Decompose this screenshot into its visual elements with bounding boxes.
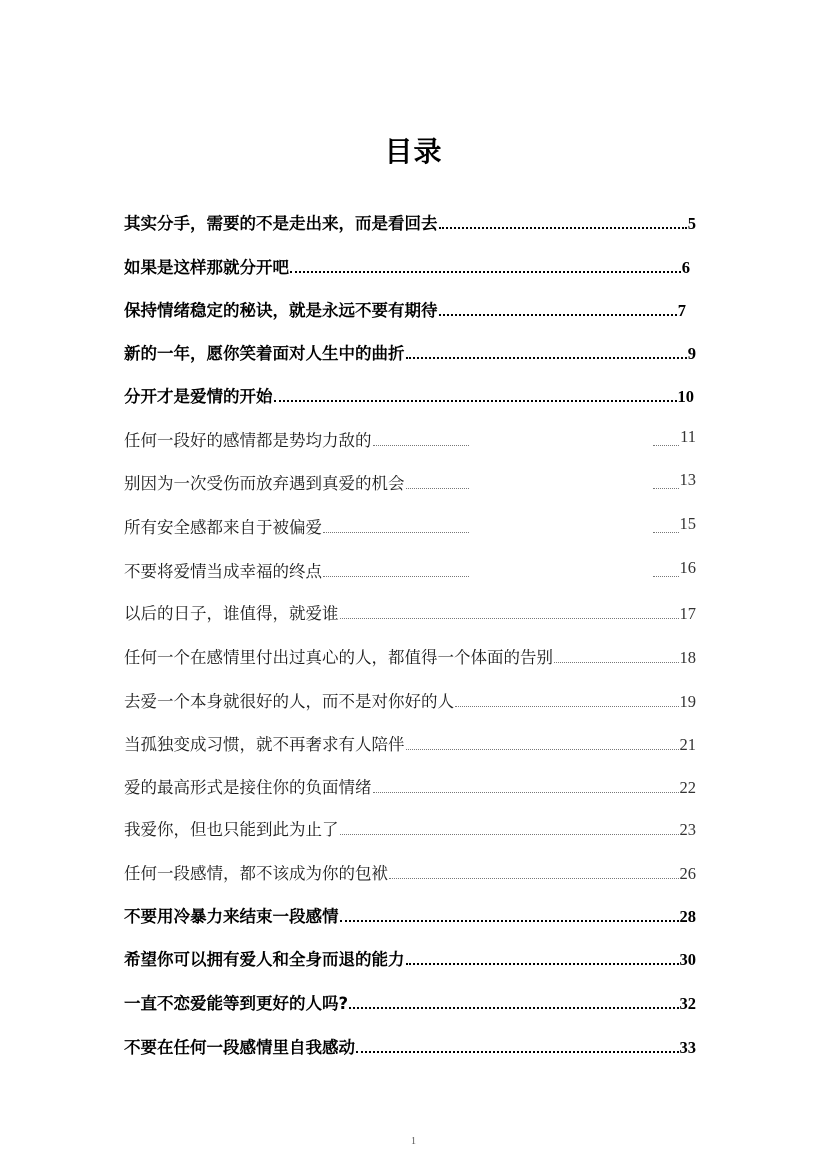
toc-entry[interactable]: [124, 1034, 696, 1058]
toc-leader-dots: [554, 661, 679, 663]
toc-entry[interactable]: [124, 946, 696, 970]
toc-entry-title: 保持情绪稳定的秘诀，就是永远不要有期待: [124, 301, 438, 320]
toc-entry[interactable]: [124, 903, 696, 927]
toc-entry-page: 17: [679, 604, 696, 623]
toc-entry-title: 一直不恋爱能等到更好的人吗?: [124, 994, 349, 1013]
toc-leader-dots: [340, 919, 679, 922]
toc-entry-page-group: [652, 514, 696, 538]
toc-leader-dots: [455, 705, 679, 707]
toc-entry[interactable]: [124, 254, 690, 278]
toc-entry-page: 16: [679, 558, 696, 577]
toc-entry-title: 不要在任何一段感情里自我感动: [124, 1038, 355, 1057]
toc-entry-title: 不要将爱情当成幸福的终点: [124, 562, 322, 581]
toc-leader-dots: [290, 270, 681, 273]
toc-entry-title: 别因为一次受伤而放弃遇到真爱的机会: [124, 474, 405, 493]
toc-entry[interactable]: [124, 427, 470, 451]
toc-entry-title: 我爱你，但也只能到此为止了: [124, 820, 339, 839]
toc-entry-page: 32: [679, 994, 696, 1013]
toc-entry[interactable]: [124, 558, 470, 582]
page-title: 目录: [384, 135, 443, 168]
toc-entry-page: 7: [677, 301, 686, 320]
toc-entry-title: 不要用冷暴力来结束一段感情: [124, 907, 339, 926]
toc-leader-dots: [274, 399, 677, 402]
toc-entry[interactable]: [124, 860, 696, 884]
toc-entry-page: 11: [680, 427, 696, 446]
toc-entry[interactable]: [124, 731, 696, 755]
toc-leader-dots: [406, 487, 470, 489]
toc-entry-title: 任何一段感情，都不该成为你的包袱: [124, 864, 388, 883]
toc-entry-title: 任何一个在感情里付出过真心的人，都值得一个体面的告别: [124, 648, 553, 667]
toc-entry[interactable]: [124, 688, 696, 712]
toc-leader-dots: [373, 791, 679, 793]
toc-leader-dots: [373, 444, 470, 446]
toc-leader-dots: [406, 356, 687, 359]
toc-entry-page: 18: [679, 648, 696, 667]
toc-leader-dots: [323, 575, 469, 577]
toc-entry-page: 21: [679, 735, 696, 754]
toc-entry-title: 分开才是爱情的开始: [124, 387, 273, 406]
toc-leader-dots: [406, 748, 679, 750]
toc-entry-title: 爱的最高形式是接住你的负面情绪: [124, 778, 372, 797]
toc-leader-dots: [439, 226, 687, 229]
toc-entry-page: 5: [687, 214, 696, 233]
toc-entry-title: 新的一年，愿你笑着面对人生中的曲折: [124, 344, 405, 363]
toc-entry-page: 15: [679, 514, 696, 533]
toc-entry-title: 希望你可以拥有爱人和全身而退的能力: [124, 950, 405, 969]
toc-leader-dots: [439, 313, 677, 316]
toc-entry-page-group: [652, 427, 696, 451]
toc-entry-page: 9: [687, 344, 696, 363]
toc-leader-dots: [340, 833, 679, 835]
toc-leader-dots: [653, 444, 679, 446]
toc-leader-dots: [653, 531, 679, 533]
toc-entry-page: 19: [679, 692, 696, 711]
toc-entry[interactable]: [124, 514, 470, 538]
toc-leader-dots: [356, 1050, 679, 1053]
toc-leader-dots: [323, 531, 469, 533]
toc-entry-page: 30: [679, 950, 696, 969]
toc-entry-page: 6: [681, 258, 690, 277]
toc-entry-page-group: [652, 470, 696, 494]
toc-leader-dots: [406, 962, 679, 965]
toc-entry-page: 23: [679, 820, 696, 839]
toc-entry[interactable]: [124, 297, 686, 321]
toc-entry[interactable]: [124, 600, 696, 624]
toc-entry-title: 其实分手，需要的不是走出来，而是看回去: [124, 214, 438, 233]
toc-entry[interactable]: [124, 210, 696, 234]
toc-leader-dots: [653, 575, 679, 577]
toc-entry[interactable]: [124, 340, 696, 364]
toc-leader-dots: [340, 617, 679, 619]
toc-entry-page: 10: [677, 387, 694, 406]
toc-entry[interactable]: [124, 990, 696, 1014]
toc-entry-title: 如果是这样那就分开吧: [124, 258, 289, 277]
toc-entry[interactable]: [124, 774, 696, 798]
toc-entry[interactable]: [124, 383, 694, 407]
toc-entry-page: 13: [679, 470, 696, 489]
toc-entry-title: 去爱一个本身就很好的人，而不是对你好的人: [124, 692, 454, 711]
toc-entry[interactable]: [124, 470, 470, 494]
toc-leader-dots: [349, 1006, 678, 1009]
toc-entry-title: 任何一段好的感情都是势均力敌的: [124, 431, 372, 450]
toc-entry[interactable]: [124, 816, 696, 840]
toc-leader-dots: [389, 877, 679, 879]
toc-entry-page: 22: [679, 778, 696, 797]
toc-leader-dots: [653, 487, 679, 489]
toc-entry-title: 当孤独变成习惯，就不再奢求有人陪伴: [124, 735, 405, 754]
toc-entry-page: 26: [679, 864, 696, 883]
toc-entry[interactable]: [124, 644, 696, 668]
toc-entry-page: 28: [679, 907, 696, 926]
toc-entry-title: 以后的日子，谁值得，就爱谁: [124, 604, 339, 623]
page-number: 1: [411, 1136, 416, 1147]
toc-entry-page: 33: [679, 1038, 696, 1057]
toc-entry-page-group: [652, 558, 696, 582]
toc-entry-title: 所有安全感都来自于被偏爱: [124, 518, 322, 537]
